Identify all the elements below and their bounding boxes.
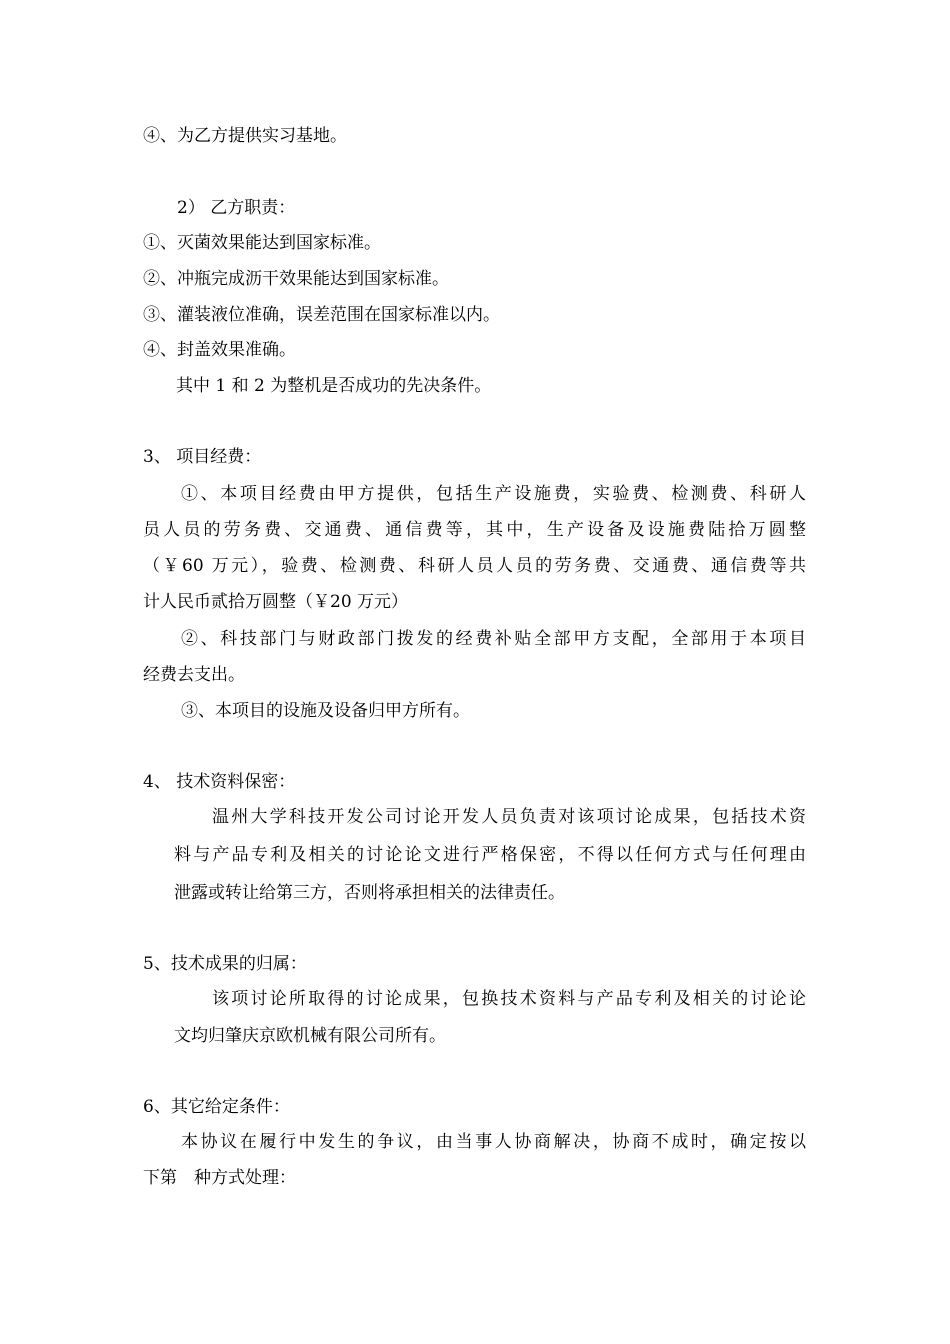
text-line: 泄露或转让给第三方，否则将承担相关的法律责任。 [174, 883, 565, 903]
text-line: 经费去支出。 [143, 665, 245, 685]
text-line: 本协议在履行中发生的争议，由当事人协商解决，协商不成时，确定按以 [181, 1132, 806, 1152]
text-line: 文均归肇庆京欧机械有限公司所有。 [174, 1026, 446, 1046]
text-line: （￥60 万元），验费、检测费、科研人员人员的劳务费、交通费、通信费等共 [143, 556, 806, 576]
section-heading: 2） 乙方职责： [177, 198, 296, 218]
text-line: ②、科技部门与财政部门拨发的经费补贴全部甲方支配，全部用于本项目 [181, 629, 806, 649]
text-line: 计人民币贰拾万圆整（￥20 万元） [143, 592, 409, 612]
section-heading: 4、 技术资料保密： [143, 772, 296, 792]
text-line: ①、本项目经费由甲方提供，包括生产设施费，实验费、检测费、科研人 [181, 484, 806, 504]
section-heading: 5、技术成果的归属： [143, 954, 307, 974]
text-line: ①、灭菌效果能达到国家标准。 [143, 233, 381, 253]
text-line: ③、灌装液位准确，误差范围在国家标准以内。 [143, 305, 500, 325]
text-line: 料与产品专利及相关的讨论论文进行严格保密，不得以任何方式与任何理由 [174, 845, 806, 865]
text-line: 该项讨论所取得的讨论成果，包换技术资料与产品专利及相关的讨论论 [212, 989, 806, 1009]
text-line: ④、封盖效果准确。 [143, 340, 296, 360]
text-line: ④、为乙方提供实习基地。 [143, 126, 347, 146]
text-line: ②、冲瓶完成沥干效果能达到国家标准。 [143, 269, 449, 289]
text-line: 下第 种方式处理： [143, 1168, 296, 1188]
section-heading: 6、其它给定条件： [143, 1097, 290, 1117]
text-line: 温州大学科技开发公司讨论开发人员负责对该项讨论成果，包括技术资 [212, 807, 806, 827]
section-heading: 3、 项目经费： [143, 447, 262, 467]
text-line: 其中 1 和 2 为整机是否成功的先决条件。 [176, 376, 492, 396]
text-line: ③、本项目的设施及设备归甲方所有。 [181, 701, 470, 721]
text-line: 员人员的劳务费、交通费、通信费等，其中，生产设备及设施费陆拾万圆整 [143, 520, 806, 540]
